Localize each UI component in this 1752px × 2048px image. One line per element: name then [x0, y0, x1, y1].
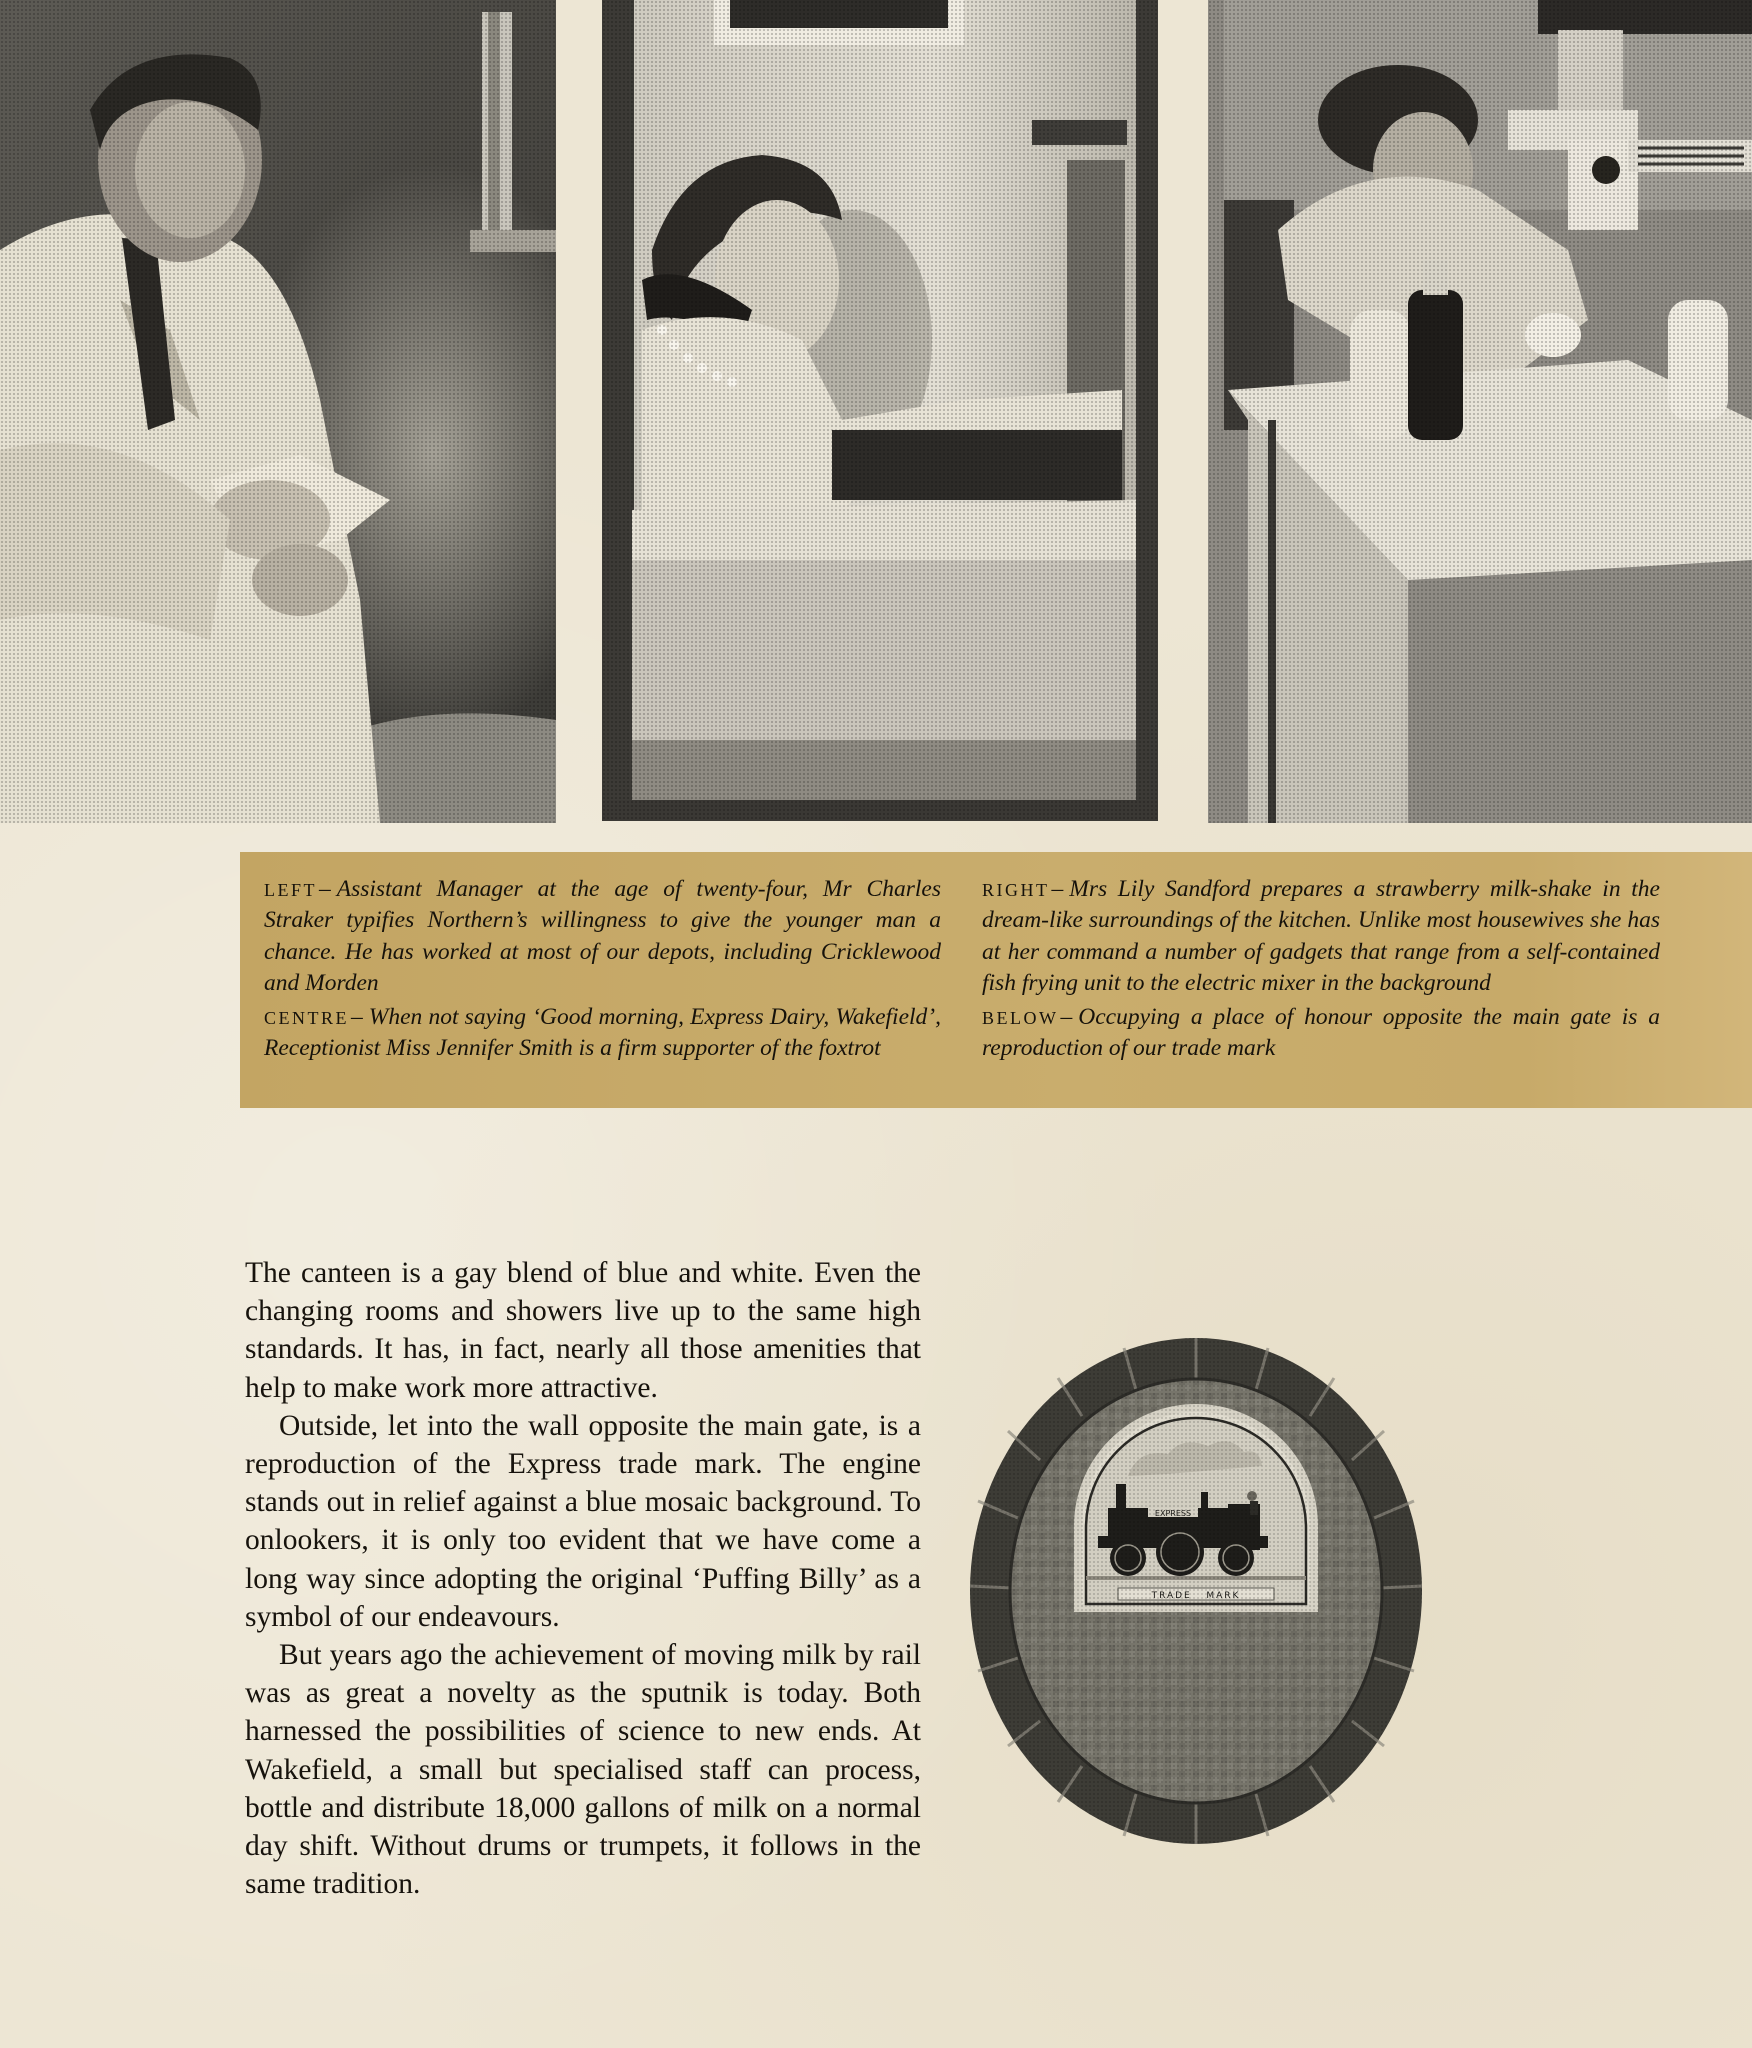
photo-assistant-manager [0, 0, 556, 823]
photo-left-illustration [0, 0, 556, 823]
caption-text-right: Mrs Lily Sandford prepares a strawberry milk-shake in the dream-like surroundings of the kitchen. Unlike most housewives she has at her command a number of gadgets that range from a self-contained fish frying unit to the electric mixer in the background [982, 876, 1660, 997]
caption-band [240, 852, 1752, 1108]
caption-label-centre: centre [264, 1000, 349, 1030]
caption-text-below: Occupying a place of honour opposite the main gate is a reproduction of our trade mark [982, 1003, 1660, 1062]
trade-mark-medallion [968, 1336, 1424, 1846]
caption-label-right: right [982, 873, 1050, 902]
photo-kitchen-milkshake [1208, 0, 1752, 823]
caption-below [982, 1000, 1660, 1065]
article-paragraph: Outside, let into the wall opposite the main gate, is a reproduction of the Express trade mark. The engine stands out in relief against a blue mosaic background. To onlookers, it is only too evident that we have come a long way since adopting the original ‘Puffing Billy’ as a symbol of our endeavours. [245, 1409, 921, 1633]
caption-dash: – [319, 876, 331, 902]
caption-dash: – [1060, 1003, 1073, 1030]
caption-dash: – [1051, 876, 1064, 902]
article-paragraph: But years ago the achievement of moving milk by rail was as great a novelty as the sputnik is today. Both harnessed the possibilities of science to new ends. At Wakefield, a small but specialised staff can process, bottle and distribute 18,000 gallons of milk on a normal day shift. Without drums or trumpets, it follows in the same tradition. [245, 1639, 921, 1901]
caption-text-left: Assistant Manager at the age of twenty-four, Mr Charles Straker typifies Northern’s willingness to give the younger man a chance. He has worked at most of our depots, including Cricklewood and Morden [264, 876, 941, 997]
article-body [245, 1254, 921, 1903]
article-paragraph: The canteen is a gay blend of blue and white. Even the changing rooms and showers live up to the same high standards. It has, in fact, nearly all those amenities that help to make work more attractive. [245, 1257, 921, 1404]
caption-column-right [982, 872, 1660, 1064]
photo-receptionist [602, 0, 1158, 821]
caption-column-left [264, 872, 941, 1064]
locomotive-trade-mark-image [968, 1336, 1424, 1846]
caption-label-below: below [982, 1000, 1059, 1030]
photo-right-illustration [1208, 0, 1752, 823]
caption-left [264, 872, 941, 1000]
caption-text-centre: When not saying ‘Good morning, Express Dairy, Wakefield’, Receptionist Miss Jennifer Smith is a firm supporter of the foxtrot [264, 1003, 941, 1062]
photo-centre-illustration [602, 0, 1158, 821]
caption-right [982, 872, 1660, 1000]
caption-centre [264, 1000, 941, 1065]
caption-dash: – [351, 1003, 363, 1030]
caption-label-left: left [264, 873, 317, 902]
